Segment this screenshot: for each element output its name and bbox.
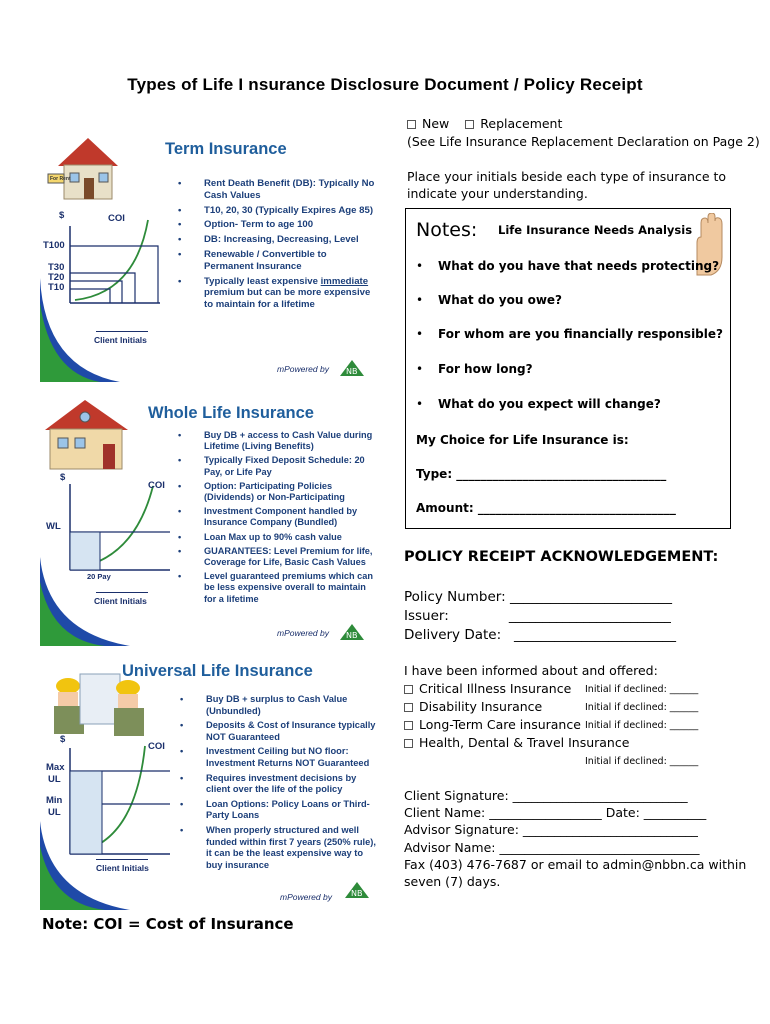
term-bullet: • DB: Increasing, Decreasing, Level	[178, 234, 378, 246]
term-t30-label: T30	[48, 262, 65, 273]
term-bullet: • Renewable / Convertible to Permanent Insurance	[178, 249, 378, 273]
whole-bullets	[178, 430, 378, 608]
client-signature-field[interactable]: Client Signature: ____________________________	[404, 788, 688, 803]
svg-text:NB: NB	[346, 631, 358, 640]
universal-coi-label: COI	[148, 741, 165, 752]
notes-box	[405, 208, 731, 529]
replacement-checkbox[interactable]	[465, 120, 474, 129]
svg-text:NB: NB	[346, 367, 358, 376]
term-dollar-label: $	[59, 210, 65, 221]
for-rent-sign: For Rent	[50, 176, 71, 182]
advisor-name-field[interactable]: Advisor Name: ________________________________	[404, 840, 700, 855]
universal-bullet: • Loan Options: Policy Loans or Third-Party Loans	[180, 799, 380, 822]
needs-question: • For whom are you financially responsible?	[416, 327, 723, 341]
term-title: Term Insurance	[165, 140, 287, 158]
delivery-date-field[interactable]: Delivery Date: ________________________	[404, 627, 677, 643]
needs-question: • What do you have that needs protecting?	[416, 259, 720, 273]
declined-initial[interactable]: Initial if declined: ______	[585, 702, 699, 713]
universal-bullets	[180, 694, 380, 874]
universal-life-card	[40, 656, 380, 910]
term-initials-line[interactable]	[96, 331, 148, 332]
whole-life-card	[40, 392, 380, 646]
whole-bullet: • Typically Fixed Deposit Schedule: 20 Pay, or Life Pay	[178, 455, 378, 477]
ack-heading: POLICY RECEIPT ACKNOWLEDGEMENT:	[404, 549, 719, 565]
option-checkbox[interactable]	[404, 685, 413, 694]
universal-initials-line[interactable]	[96, 859, 148, 860]
client-name-date-field[interactable]: Client Name: __________________ Date: __________	[404, 805, 707, 820]
universal-client-initials: Client Initials	[96, 863, 149, 873]
whole-initials-line[interactable]	[96, 592, 148, 593]
option-checkbox[interactable]	[404, 739, 413, 748]
instruction-line-1: Place your initials beside each type of insurance to	[407, 169, 727, 184]
instruction-line-2: indicate your understanding.	[407, 186, 588, 201]
fax-instruction-2: seven (7) days.	[404, 874, 501, 889]
universal-bullet: • Investment Ceiling but NO floor: Investment Returns NOT Guaranteed	[180, 746, 380, 769]
term-bullet-last: • Typically least expensive immediate premium but can be more expensive to maintain for a lifetime	[178, 276, 378, 311]
option-critical-illness: Critical Illness Insurance	[404, 681, 571, 696]
house-icon	[48, 138, 118, 199]
term-bullets	[178, 178, 378, 314]
option-checkbox[interactable]	[404, 721, 413, 730]
house-icon	[45, 400, 128, 469]
universal-bullet: • Buy DB + surplus to Cash Value (Unbundled)	[180, 694, 380, 717]
whole-bullet: • Investment Component handled by Insurance Company (Bundled)	[178, 506, 378, 528]
page-title: Types of Life I nsurance Disclosure Document / Policy Receipt	[127, 75, 643, 94]
informed-label: I have been informed about and offered:	[404, 663, 658, 678]
term-insurance-card	[40, 128, 380, 382]
term-t100-label: T100	[43, 240, 65, 251]
universal-bullet: • Requires investment decisions by client over the life of the policy	[180, 773, 380, 796]
workers-icon	[54, 674, 144, 736]
term-coi-label: COI	[108, 213, 125, 224]
universal-max-label: Max	[46, 762, 65, 773]
universal-mpowered: mPowered by	[280, 892, 332, 902]
nb-logo-icon	[340, 360, 364, 376]
amount-field[interactable]: Amount: _________________________________	[416, 501, 676, 515]
whole-dollar-label: $	[60, 472, 66, 483]
nb-logo-icon	[340, 624, 364, 640]
option-long-term-care: Long-Term Care insurance	[404, 717, 581, 732]
option-health-dental-travel: Health, Dental & Travel Insurance	[404, 735, 629, 750]
whole-20pay-label: 20 Pay	[87, 572, 111, 581]
universal-dollar-label: $	[60, 734, 66, 745]
whole-wl-label: WL	[46, 521, 61, 532]
whole-client-initials: Client Initials	[94, 596, 147, 606]
whole-bullet: • Loan Max up to 90% cash value	[178, 532, 378, 543]
universal-bullet: • When properly structured and well funded within first 7 years (250% rule), it can be the least expensive way to buy insurance	[180, 825, 380, 871]
declined-initial[interactable]: Initial if declined: ______	[585, 684, 699, 695]
whole-bullet: • Option: Participating Policies (Dividends) or Non-Participating	[178, 481, 378, 503]
universal-min-label: Min	[46, 795, 63, 806]
whole-bullet: • Buy DB + access to Cash Value during Lifetime (Living Benefits)	[178, 430, 378, 452]
universal-ul-max-label: UL	[48, 774, 61, 785]
universal-bullet: • Deposits & Cost of Insurance typically NOT Guaranteed	[180, 720, 380, 743]
option-disability: Disability Insurance	[404, 699, 542, 714]
term-bullet: • Option- Term to age 100	[178, 219, 378, 231]
whole-title: Whole Life Insurance	[148, 404, 314, 422]
needs-question: • What do you expect will change?	[416, 397, 661, 411]
universal-ul-min-label: UL	[48, 807, 61, 818]
choice-label: My Choice for Life Insurance is:	[416, 433, 629, 447]
whole-bullet: • Level guaranteed premiums which can be less expensive overall to maintain for a lifetime	[178, 571, 378, 605]
replacement-label: Replacement	[480, 116, 563, 131]
declined-initial[interactable]: Initial if declined: ______	[585, 756, 699, 767]
needs-question: • For how long?	[416, 362, 533, 376]
whole-coi-label: COI	[148, 480, 165, 491]
type-field[interactable]: Type: ___________________________________	[416, 467, 667, 481]
advisor-signature-field[interactable]: Advisor Signature: ____________________________	[404, 822, 698, 837]
term-t20-label: T20	[48, 272, 65, 283]
declined-initial[interactable]: Initial if declined: ______	[585, 720, 699, 731]
replacement-note: (See Life Insurance Replacement Declaration on Page 2)	[407, 134, 760, 149]
term-mpowered: mPowered by	[277, 364, 329, 374]
nb-logo-icon	[345, 882, 369, 898]
needs-question: • What do you owe?	[416, 293, 563, 307]
notes-heading: Notes:	[416, 219, 478, 241]
whole-bullet: • GUARANTEES: Level Premium for life, Coverage for Life, Basic Cash Values	[178, 546, 378, 568]
policy-number-field[interactable]: Policy Number: ________________________	[404, 589, 672, 605]
svg-text:NB: NB	[351, 889, 363, 898]
term-bullet: • T10, 20, 30 (Typically Expires Age 85)	[178, 205, 378, 217]
new-replacement-row	[407, 116, 562, 131]
term-t10-label: T10	[48, 282, 65, 293]
needs-analysis-heading: Life Insurance Needs Analysis	[498, 223, 693, 237]
term-bullet: • Rent Death Benefit (DB): Typically No Cash Values	[178, 178, 378, 202]
universal-title: Universal Life Insurance	[122, 662, 313, 680]
issuer-field[interactable]: Issuer: ________________________	[404, 608, 671, 624]
whole-mpowered: mPowered by	[277, 628, 329, 638]
new-checkbox[interactable]	[407, 120, 416, 129]
option-checkbox[interactable]	[404, 703, 413, 712]
new-label: New	[422, 116, 450, 131]
fax-instruction-1: Fax (403) 476-7687 or email to admin@nbbn.ca within	[404, 857, 747, 872]
coi-note: Note: COI = Cost of Insurance	[42, 915, 294, 933]
term-client-initials: Client Initials	[94, 335, 147, 345]
